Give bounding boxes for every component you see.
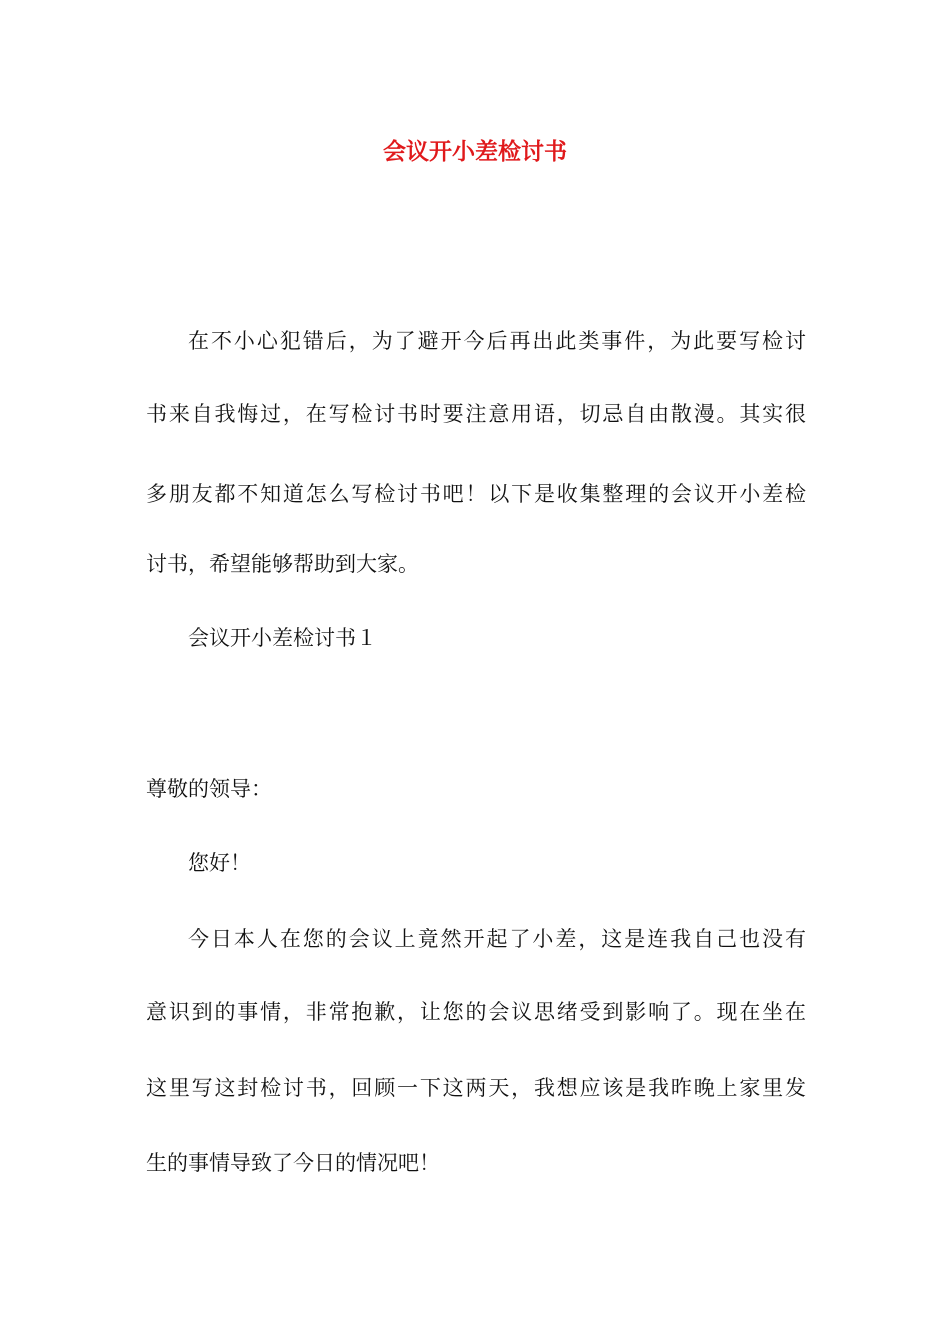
intro-line-1: 在不小心犯错后，为了避开今后再出此类事件，为此要写检讨	[188, 329, 806, 353]
body-line-4: 生的事情导致了今日的情况吧！	[146, 1151, 440, 1175]
intro-line-4: 讨书，希望能够帮助到大家。	[146, 552, 419, 576]
section-heading: 会议开小差检讨书１	[188, 626, 377, 650]
body-line-1: 今日本人在您的会议上竟然开起了小差，这是连我自己也没有	[188, 927, 806, 951]
body-line-2: 意识到的事情，非常抱歉，让您的会议思绪受到影响了。现在坐在	[146, 1000, 806, 1024]
body-line-3: 这里写这封检讨书，回顾一下这两天，我想应该是我昨晚上家里发	[146, 1076, 806, 1100]
greeting: 您好！	[188, 851, 251, 875]
salutation: 尊敬的领导：	[146, 777, 272, 801]
intro-line-3: 多朋友都不知道怎么写检讨书吧！以下是收集整理的会议开小差检	[146, 482, 806, 506]
document-title: 会议开小差检讨书	[383, 138, 567, 165]
intro-line-2: 书来自我悔过，在写检讨书时要注意用语，切忌自由散漫。其实很	[146, 402, 806, 426]
